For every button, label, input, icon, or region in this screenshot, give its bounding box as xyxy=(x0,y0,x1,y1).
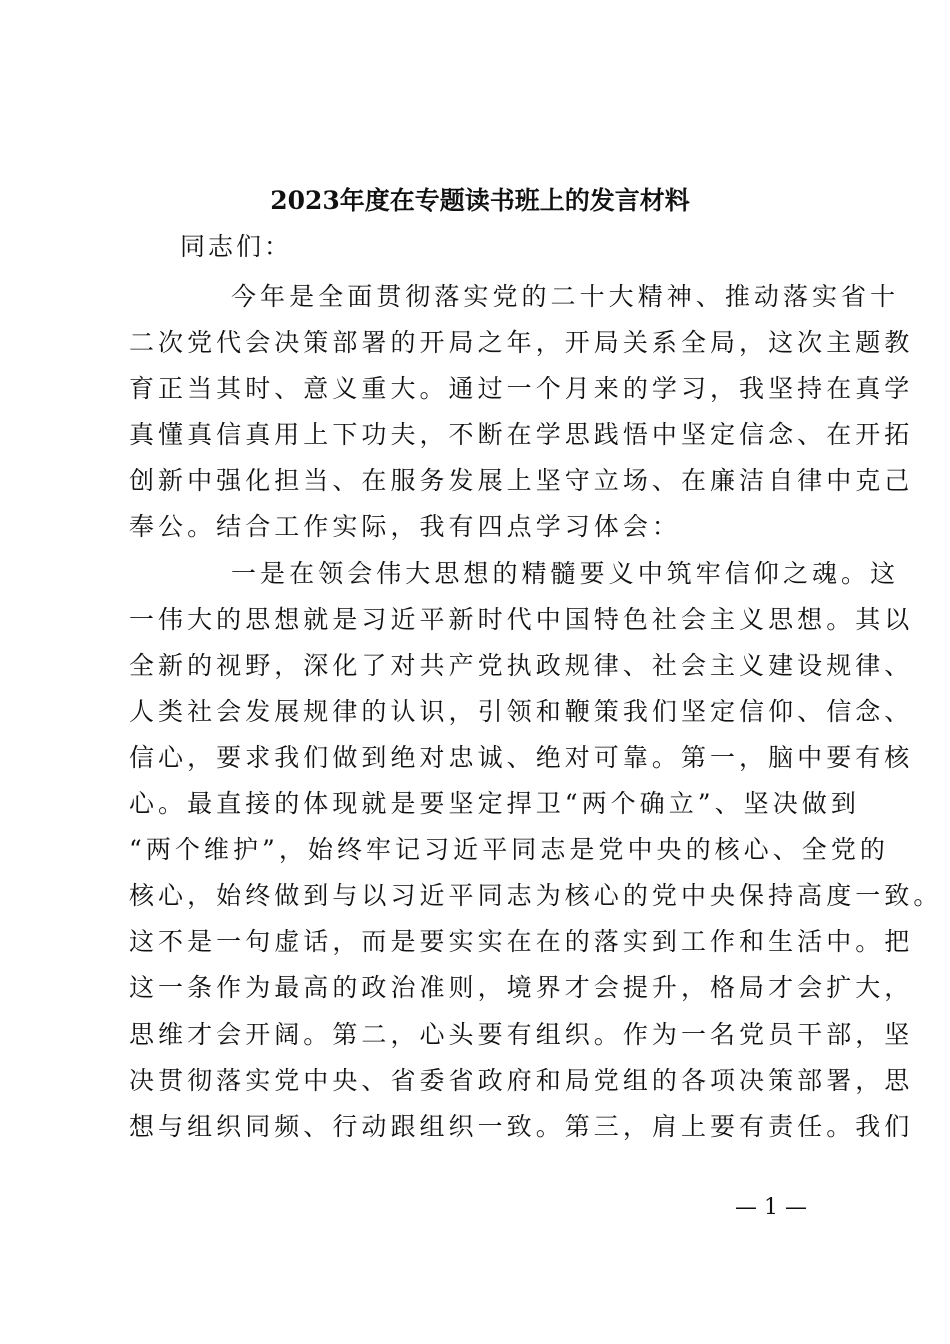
text-line: 决贯彻落实党中央、省委省政府和局党组的各项决策部署，思 xyxy=(129,1065,914,1095)
text-line: 一是在领会伟大思想的精髓要义中筑牢信仰之魂。这 xyxy=(231,558,900,588)
text-line: 核心，始终做到与以习近平同志为核心的党中央保持高度一致。 xyxy=(129,881,943,911)
text-line: 育正当其时、意义重大。通过一个月来的学习，我坚持在真学 xyxy=(129,374,914,404)
text-line: 这不是一句虚话，而是要实实在在的落实到工作和生活中。把 xyxy=(129,927,914,957)
document-title: 2023年度在专题读书班上的发言材料 xyxy=(270,186,690,215)
page-number: — 1 — xyxy=(735,1195,807,1220)
text-line: 真懂真信真用上下功夫，不断在学思践悟中坚定信念、在开拓 xyxy=(129,420,914,450)
body-text xyxy=(129,274,943,1150)
text-line: 一伟大的思想就是习近平新时代中国特色社会主义思想。其以 xyxy=(129,604,914,634)
text-line: 全新的视野，深化了对共产党执政规律、社会主义建设规律、 xyxy=(129,650,914,680)
text-line: 人类社会发展规律的认识，引领和鞭策我们坚定信仰、信念、 xyxy=(129,696,914,726)
text-line: 这一条作为最高的政治准则，境界才会提升，格局才会扩大， xyxy=(129,973,914,1003)
salutation: 同志们： xyxy=(180,232,293,261)
text-line: 二次党代会决策部署的开局之年，开局关系全局，这次主题教 xyxy=(129,328,914,358)
text-line: 心。最直接的体现就是要坚定捍卫“两个确立”、坚决做到 xyxy=(129,789,860,819)
text-line: 想与组织同频、行动跟组织一致。第三，肩上要有责任。我们 xyxy=(129,1111,914,1141)
text-line: “两个维护”，始终牢记习近平同志是党中央的核心、全党的 xyxy=(129,835,889,865)
text-line: 奉公。结合工作实际，我有四点学习体会： xyxy=(129,512,681,542)
text-line: 今年是全面贯彻落实党的二十大精神、推动落实省十 xyxy=(231,282,900,311)
text-line: 思维才会开阔。第二，心头要有组织。作为一名党员干部，坚 xyxy=(129,1019,914,1049)
text-line: 信心，要求我们做到绝对忠诚、绝对可靠。第一，脑中要有核 xyxy=(129,742,914,772)
text-line: 创新中强化担当、在服务发展上坚守立场、在廉洁自律中克己 xyxy=(129,466,914,496)
